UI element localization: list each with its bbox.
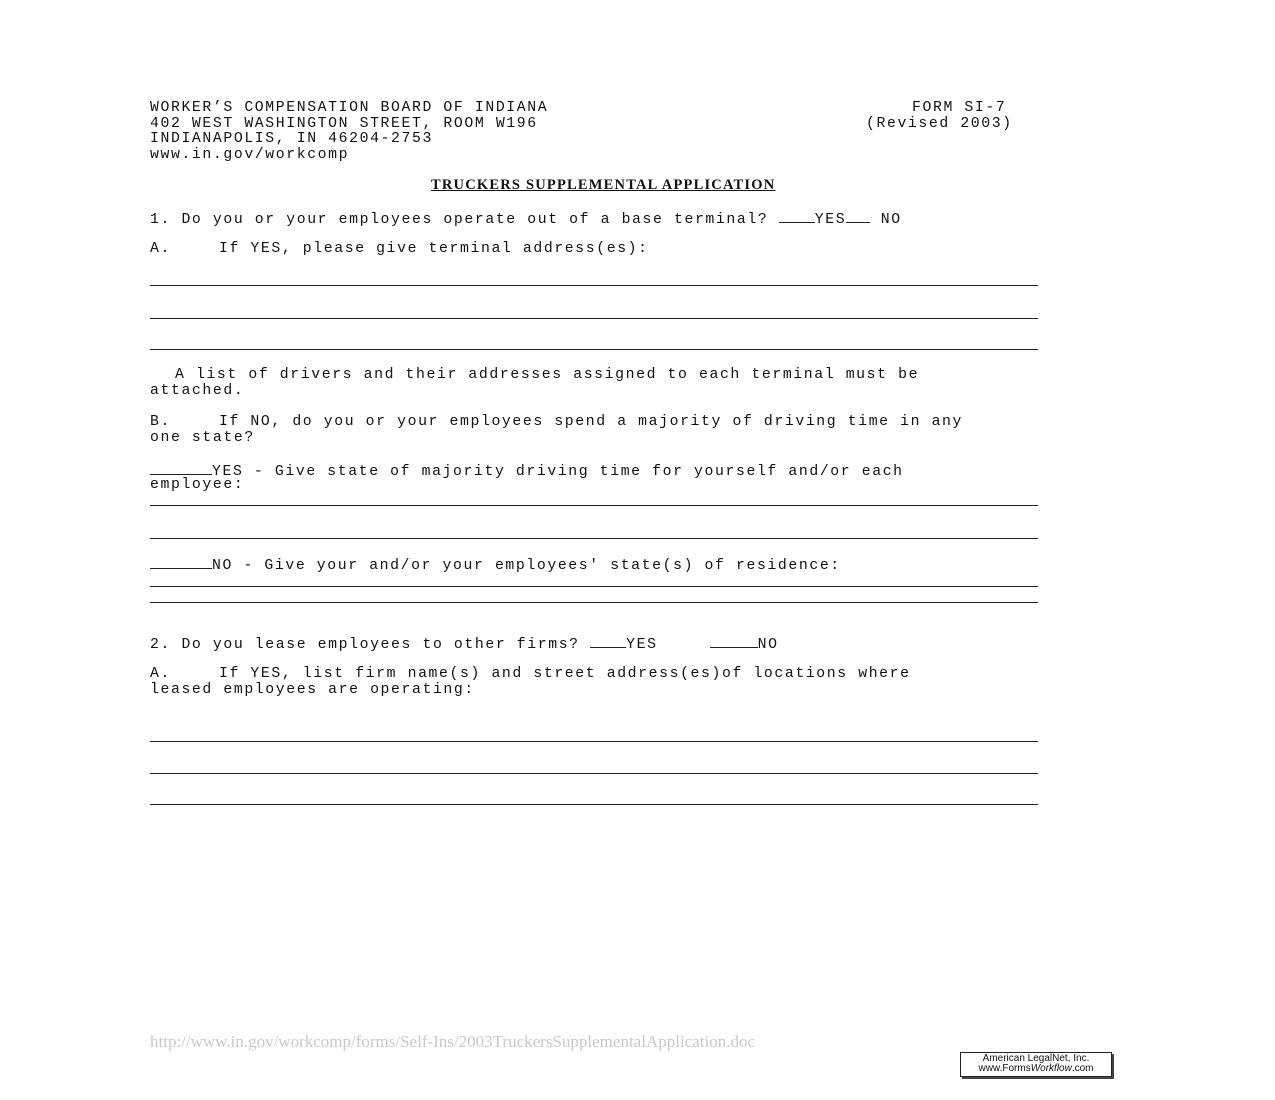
form-revised: (Revised 2003) <box>866 116 1013 132</box>
q1-yes-option: YES <box>814 212 847 228</box>
question-2a <box>150 666 911 682</box>
q1-yes-blank[interactable] <box>779 210 815 223</box>
board-name: WORKER’S COMPENSATION BOARD OF INDIANA <box>150 100 549 116</box>
q2-yes-blank[interactable] <box>590 635 626 648</box>
q1b-yes-option <box>150 462 904 480</box>
question-1-text: 1. Do you or your employees operate out of a base terminal? <box>150 212 769 228</box>
q1b-yes-text: YES - Give state of majority driving time for yourself and/or each <box>212 464 904 480</box>
board-city: INDIANAPOLIS, IN 46204-2753 <box>150 131 433 147</box>
terminal-address-line-2[interactable] <box>150 318 1038 319</box>
q2a-label: A. <box>150 666 171 682</box>
q1a-text: If YES, please give terminal address(es): <box>218 241 649 257</box>
legalnet-badge[interactable] <box>960 1052 1112 1077</box>
q1b-no-option <box>150 556 841 574</box>
board-street: 402 WEST WASHINGTON STREET, ROOM W196 <box>150 116 538 132</box>
q1-yes-trailing-blank[interactable] <box>846 210 870 223</box>
q2a-text-line-2: leased employees are operating: <box>150 682 475 698</box>
terminal-address-line-1[interactable] <box>150 285 1038 286</box>
q2-no-blank[interactable] <box>710 635 758 648</box>
residence-state-line-2[interactable] <box>150 602 1038 603</box>
q1a-label: A. <box>150 241 171 257</box>
question-2-text: 2. Do you lease employees to other firms? <box>150 637 580 653</box>
board-website: www.in.gov/workcomp <box>150 147 350 163</box>
badge-company: American LegalNet, Inc. <box>982 1053 1090 1064</box>
badge-website <box>961 1064 1111 1074</box>
drivers-list-note-line-1: A list of drivers and their addresses assigned to each terminal must be <box>175 367 920 383</box>
form-id: FORM SI-7 <box>912 100 1007 116</box>
terminal-address-line-3[interactable] <box>150 349 1038 350</box>
q1b-label: B. <box>150 414 171 430</box>
q2-no-option: NO <box>757 637 779 653</box>
drivers-list-note-line-2: attached. <box>150 383 245 399</box>
badge-website-suffix: .com <box>1071 1063 1094 1074</box>
majority-state-line-1[interactable] <box>150 505 1038 506</box>
q1b-no-text: NO - Give your and/or your employees' state(s) of residence: <box>212 558 841 574</box>
question-1 <box>150 210 902 228</box>
majority-state-line-2[interactable] <box>150 538 1038 539</box>
question-1b <box>150 414 963 430</box>
q1b-yes-blank[interactable] <box>150 462 212 475</box>
q1b-text-line-2: one state? <box>150 430 255 446</box>
leased-location-line-1[interactable] <box>150 741 1038 742</box>
q1b-yes-text-line-2: employee: <box>150 477 245 493</box>
q2-yes-option: YES <box>626 637 658 653</box>
question-1a <box>150 241 649 257</box>
q1-no-option: NO <box>880 212 902 228</box>
residence-state-line-1[interactable] <box>150 586 1038 587</box>
q1b-no-blank[interactable] <box>150 556 212 569</box>
document-url[interactable]: http://www.in.gov/workcomp/forms/Self-Ins/2003TruckersSupplementalApplication.doc <box>150 1032 756 1051</box>
badge-website-italic: Workflow <box>1030 1063 1072 1074</box>
badge-website-prefix: www.Forms <box>978 1063 1031 1074</box>
q2a-text-line-1: If YES, list firm name(s) and street address(es)of locations where <box>218 666 911 682</box>
leased-location-line-3[interactable] <box>150 804 1038 805</box>
q1b-text-line-1: If NO, do you or your employees spend a majority of driving time in any <box>218 414 964 430</box>
leased-location-line-2[interactable] <box>150 773 1038 774</box>
form-title: TRUCKERS SUPPLEMENTAL APPLICATION <box>431 177 776 193</box>
question-2 <box>150 635 779 653</box>
